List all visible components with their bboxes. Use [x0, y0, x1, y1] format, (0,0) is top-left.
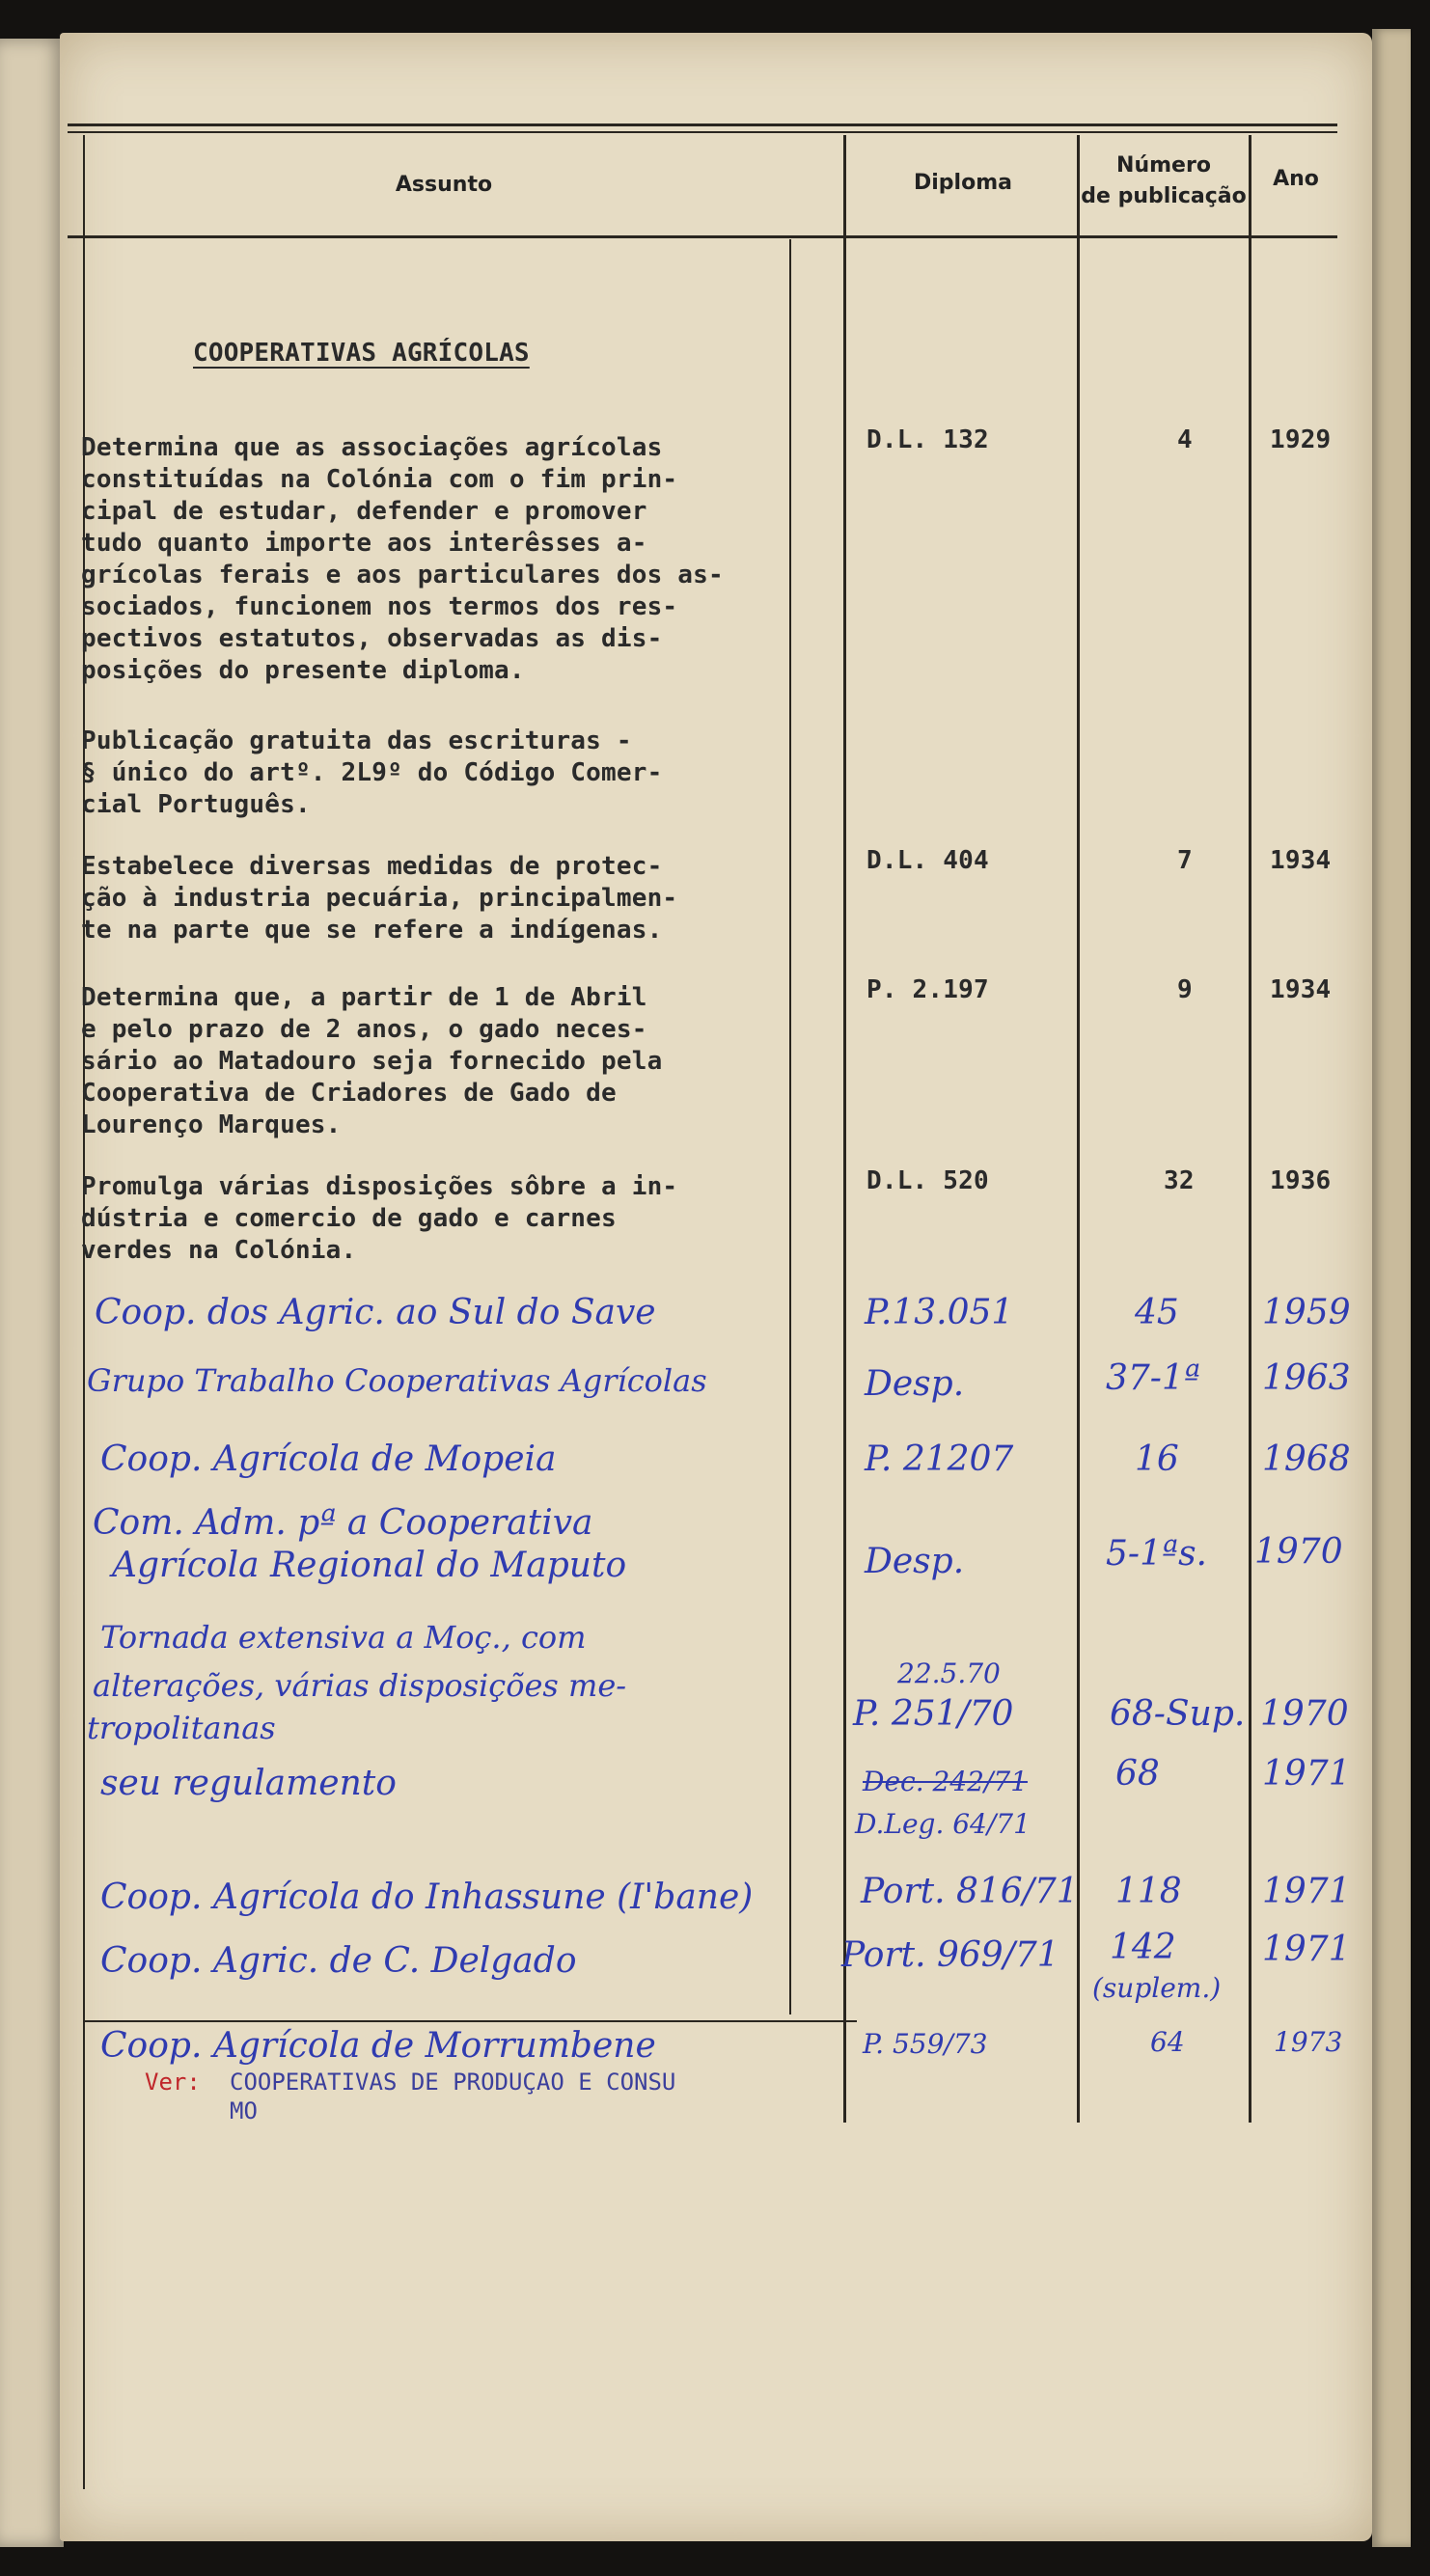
hw-7-assunto: Coop. Agrícola do Inhassune (I'bane): [100, 1877, 754, 1917]
top-double-rule-1: [68, 123, 1337, 126]
hw-9-ano: 1973: [1274, 2026, 1343, 2058]
entry-5-numero: 32: [1164, 1166, 1195, 1195]
entry-3-assunto: Estabelece diversas medidas de protec- ção à industria pecuária, principalmen- te na parte que se refere a indígenas.: [81, 852, 678, 945]
entry-4-diploma: P. 2.197: [866, 975, 989, 1004]
hw-9-diploma: P. 559/73: [863, 2028, 988, 2060]
hw-6-assunto: seu regulamento: [100, 1764, 397, 1803]
hw-1-ano: 1959: [1262, 1293, 1351, 1332]
hw-6-numero: 68: [1115, 1754, 1160, 1794]
hw-7-ano: 1971: [1262, 1872, 1351, 1911]
hw-9-numero: 64: [1150, 2026, 1185, 2058]
header-assunto: Assunto: [395, 173, 493, 197]
hw-7-numero: 118: [1115, 1872, 1182, 1911]
top-double-rule-2: [68, 131, 1337, 133]
hw-5-diploma: P. 251/70: [853, 1694, 1014, 1734]
hw-2-numero: 37-1ª: [1106, 1358, 1200, 1398]
entry-1-numero: 4: [1177, 425, 1193, 454]
hw-2-diploma: Desp.: [865, 1364, 965, 1404]
entry-3-numero: 7: [1177, 846, 1193, 875]
hw-4-diploma: Desp.: [865, 1542, 965, 1581]
entry-3-ano: 1934: [1270, 846, 1332, 875]
entry-5-ano: 1936: [1270, 1166, 1332, 1195]
hw-3-diploma: P. 21207: [865, 1439, 1014, 1479]
hw-8-numero: 142: [1110, 1928, 1176, 1967]
hw-6-ano: 1971: [1262, 1754, 1351, 1794]
entry-4-assunto: Determina que, a partir de 1 de Abril e pelo prazo de 2 anos, o gado neces- sário ao Matadouro seja fornecido pela Cooperativa de Criadores de Gado de Lourenço Marques.: [81, 983, 663, 1139]
header-ano: Ano: [1273, 167, 1319, 191]
ledger-page: [60, 33, 1372, 2541]
hw-3-ano: 1968: [1262, 1439, 1351, 1479]
hw-9-assunto: Coop. Agrícola de Morrumbene: [100, 2026, 656, 2066]
page-stack-edge: [1372, 29, 1411, 2547]
header-numero-line2: de publicação: [1081, 184, 1247, 208]
col-rule-assunto: [843, 135, 846, 2123]
hw-8-numero-note: (suplem.): [1092, 1972, 1222, 2004]
cross-ref-label: Ver:: [145, 2069, 201, 2096]
entry-5-diploma: D.L. 520: [866, 1166, 989, 1195]
hw-8-diploma: Port. 969/71: [841, 1935, 1059, 1975]
hw-4-numero: 5-1ªs.: [1106, 1534, 1207, 1574]
hw-2-ano: 1963: [1262, 1358, 1351, 1398]
hw-5-assunto-line3: tropolitanas: [87, 1710, 276, 1746]
entry-3-diploma: D.L. 404: [866, 846, 989, 875]
hw-8-ano: 1971: [1262, 1930, 1351, 1969]
header-diploma: Diploma: [914, 171, 1012, 195]
hw-4-assunto-line1: Com. Adm. pª a Cooperativa: [93, 1503, 593, 1543]
entry-1-diploma: D.L. 132: [866, 425, 989, 454]
entry-2-assunto: Publicação gratuita das escrituras - § único do artº. 2L9º do Código Comer- cial Português.: [81, 726, 663, 819]
col-rule-numero: [1249, 135, 1251, 2123]
entry-1-ano: 1929: [1270, 425, 1332, 454]
hw-3-assunto: Coop. Agrícola de Mopeia: [100, 1439, 557, 1479]
header-numero-line1: Número: [1116, 153, 1211, 178]
hw-5-assunto-line1: Tornada extensiva a Moç., com: [100, 1619, 587, 1656]
entry-4-ano: 1934: [1270, 975, 1332, 1004]
facing-page-edge: [0, 39, 64, 2547]
hw-3-numero: 16: [1135, 1439, 1179, 1479]
hw-1-assunto: Coop. dos Agric. ao Sul do Save: [95, 1293, 656, 1332]
hw-5-assunto-line2: alterações, várias disposições me-: [93, 1667, 627, 1704]
col-rule-diploma: [1077, 135, 1080, 2123]
hw-5-numero: 68-Sup.: [1110, 1694, 1246, 1734]
hw-8-assunto: Coop. Agric. de C. Delgado: [100, 1941, 577, 1981]
hw-6-diploma-struck: Dec. 242/71: [863, 1766, 1029, 1797]
hw-6-diploma: D.Leg. 64/71: [855, 1808, 1031, 1840]
hw-2-assunto: Grupo Trabalho Cooperativas Agrícolas: [87, 1362, 707, 1399]
bottom-entry-rule: [85, 2020, 857, 2022]
hw-7-diploma: Port. 816/71: [861, 1872, 1079, 1911]
cross-ref-text-line2: MO: [230, 2097, 258, 2124]
hw-5-ano: 1970: [1260, 1694, 1349, 1734]
header-bottom-rule: [68, 235, 1337, 238]
entry-4-numero: 9: [1177, 975, 1193, 1004]
entry-1-assunto: Determina que as associações agrícolas constituídas na Colónia com o fim prin- cipal de estudar, defender e promover tudo quanto importe aos interêsses a- grícolas ferais e aos particulares dos as- sociados, funcionem nos termos dos res- pectivos estatutos, observadas as dis- posições do presente diploma.: [81, 433, 724, 685]
hw-1-numero: 45: [1135, 1293, 1179, 1332]
section-title: COOPERATIVAS AGRÍCOLAS: [193, 339, 530, 368]
entry-5-assunto: Promulga várias disposições sôbre a in- dústria e comercio de gado e carnes verdes na Colónia.: [81, 1172, 678, 1265]
hw-4-assunto-line2: Agrícola Regional do Maputo: [112, 1546, 627, 1585]
hw-1-diploma: P.13.051: [865, 1293, 1014, 1332]
hw-4-ano: 1970: [1254, 1532, 1343, 1572]
hw-5-diploma-date: 22.5.70: [897, 1658, 1001, 1689]
cross-ref-text-line1: COOPERATIVAS DE PRODUÇAO E CONSU: [230, 2069, 676, 2096]
